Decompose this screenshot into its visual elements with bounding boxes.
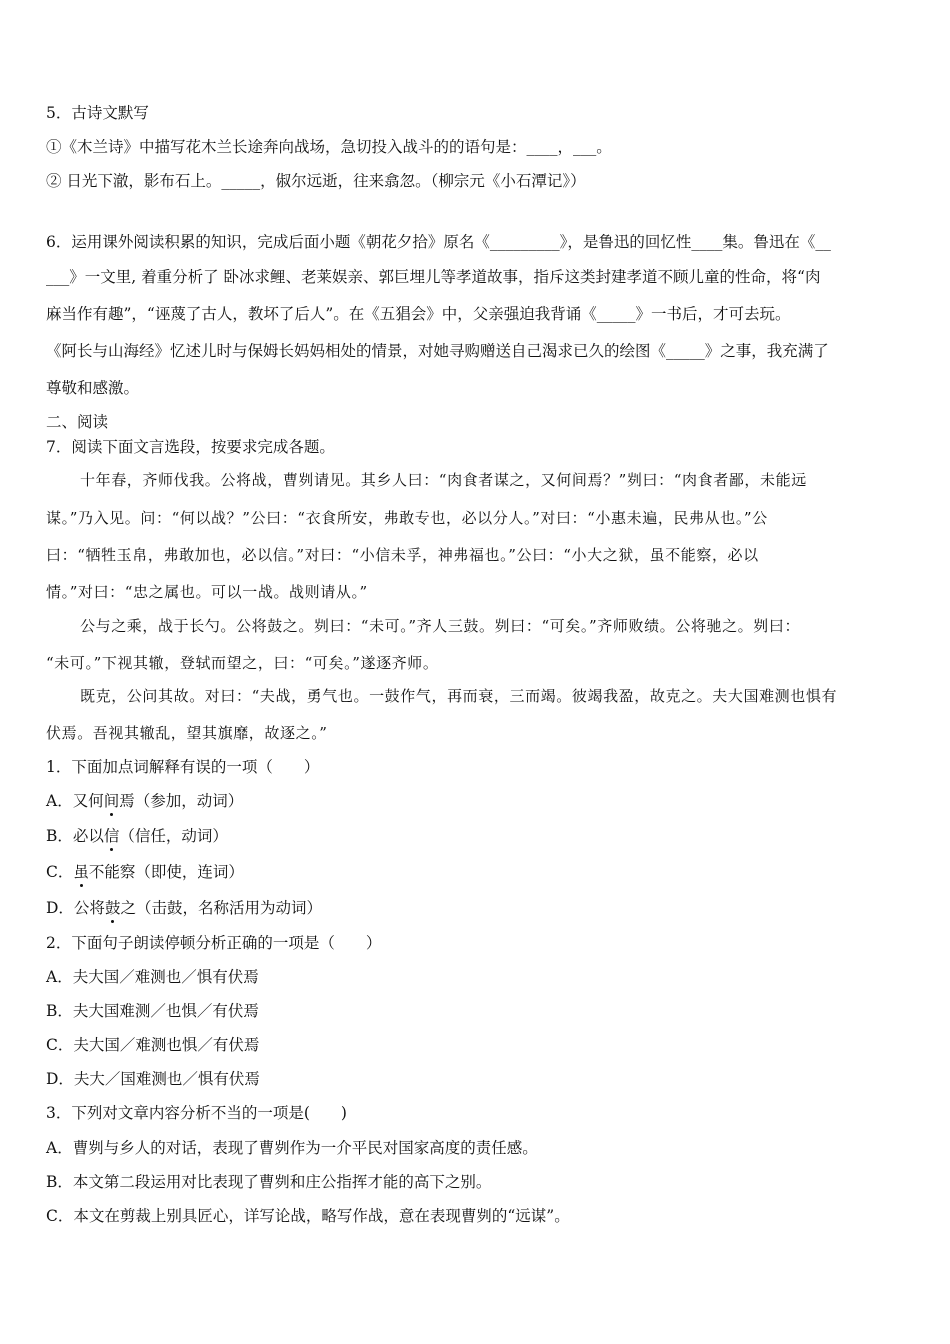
passage-line-3: 曰：“牺牲玉帛，弗敢加也，必以信。”对曰：“小信未孚，神弗福也。”公曰：“小大之狱，虽不能察，必以 [46, 546, 759, 564]
option-text: D．公将 [46, 899, 105, 917]
option-text: （信任，动词） [119, 827, 228, 845]
dotted-word: 信 [103, 827, 120, 845]
dotted-word: 鼓 [104, 899, 121, 917]
dotted-word: 虽 [73, 863, 89, 881]
sub3-option-b: B．本文第二段运用对比表现了曹刿和庄公指挥才能的高下之别。 [46, 1173, 492, 1191]
passage-line-6: “未可。”下视其辙，登轼而望之，曰：“可矣。”遂逐齐师。 [46, 654, 439, 672]
q7-title: 7．阅读下面文言选段，按要求完成各题。 [46, 438, 335, 456]
sub3-stem: 3．下列对文章内容分析不当的一项是( ) [46, 1104, 347, 1122]
sub1-option-a [46, 791, 243, 811]
q6-line-3: 麻当作有趣”，“诬蔑了古人，教坏了后人”。在《五猖会》中，父亲强迫我背诵《_____》一书后，才可去玩。 [46, 305, 791, 323]
passage-line-1: 十年春，齐师伐我。公将战，曹刿请见。其乡人曰：“肉食者谋之，又何间焉？”刿曰：“肉食者鄙，未能远 [80, 471, 807, 489]
q5-title: 5．古诗文默写 [46, 104, 149, 122]
dotted-word: 间 [103, 792, 120, 810]
passage-line-8: 伏焉。吾视其辙乱，望其旗靡，故逐之。” [46, 724, 328, 742]
q5-line-2: ② 日光下澈，影布石上。_____，俶尔远逝，往来翕忽。（柳宗元《小石潭记》） [46, 172, 586, 190]
sub2-option-d: D．夫大／国难测也／惧有伏焉 [46, 1070, 260, 1088]
q6-line-2: ___》一文里, 着重分析了 卧冰求鲤、老莱娱亲、郭巨埋儿等孝道故事，指斥这类封建孝道不顾儿童的性命，将“肉 [46, 268, 821, 286]
option-text: 不能察（即使，连词） [88, 863, 244, 881]
sub1-option-d [46, 898, 322, 918]
q6-line-1: 6．运用课外阅读积累的知识，完成后面小题《朝花夕拾》原名《_________》，是鲁迅的回忆性____集。鲁迅在《__ [46, 233, 831, 251]
q5-line-1: ①《木兰诗》中描写花木兰长途奔向战场，急切投入战斗的的语句是：____，___。 [46, 138, 612, 156]
sub3-option-c: C．本文在剪裁上别具匠心，详写论战，略写作战，意在表现曹刿的“远谋”。 [46, 1207, 570, 1225]
q6-line-5: 尊敬和感激。 [46, 379, 140, 397]
option-text: B．必以 [46, 827, 104, 845]
passage-line-2: 谋。”乃入见。问：“何以战？”公曰：“衣食所安，弗敢专也，必以分人。”对曰：“小惠未遍，民弗从也。”公 [46, 509, 768, 527]
option-text: 焉（参加，动词） [119, 792, 244, 810]
section-title: 二、阅读 [46, 413, 109, 431]
passage-line-5: 公与之乘，战于长勺。公将鼓之。刿曰：“未可。”齐人三鼓。刿曰：“可矣。”齐师败绩。公将驰之。刿曰： [80, 617, 801, 635]
option-text: 之（击鼓，名称活用为动词） [120, 899, 322, 917]
passage-line-4: 情。”对曰：“忠之属也。可以一战。战则请从。” [46, 583, 368, 601]
sub2-option-b: B．夫大国难测／也惧／有伏焉 [46, 1002, 259, 1020]
sub2-stem: 2．下面句子朗读停顿分析正确的一项是（ ） [46, 934, 382, 952]
sub1-option-c [46, 862, 244, 882]
q6-line-4: 《阿长与山海经》忆述儿时与保姆长妈妈相处的情景，对她寻购赠送自己渴求已久的绘图《_____》之事，我充满了 [46, 342, 829, 360]
sub1-option-b [46, 826, 228, 846]
passage-line-7: 既克，公问其故。对曰：“夫战，勇气也。一鼓作气，再而衰，三而竭。彼竭我盈，故克之。夫大国难测也惧有 [80, 687, 838, 705]
sub3-option-a: A．曹刿与乡人的对话，表现了曹刿作为一介平民对国家高度的责任感。 [46, 1139, 538, 1157]
sub1-stem: 1．下面加点词解释有误的一项（ ） [46, 758, 320, 776]
option-text: A．又何 [46, 792, 104, 810]
sub2-option-c: C．夫大国／难测也惧／有伏焉 [46, 1036, 260, 1054]
option-text: C． [46, 863, 74, 881]
sub2-option-a: A．夫大国／难测也／惧有伏焉 [46, 968, 259, 986]
